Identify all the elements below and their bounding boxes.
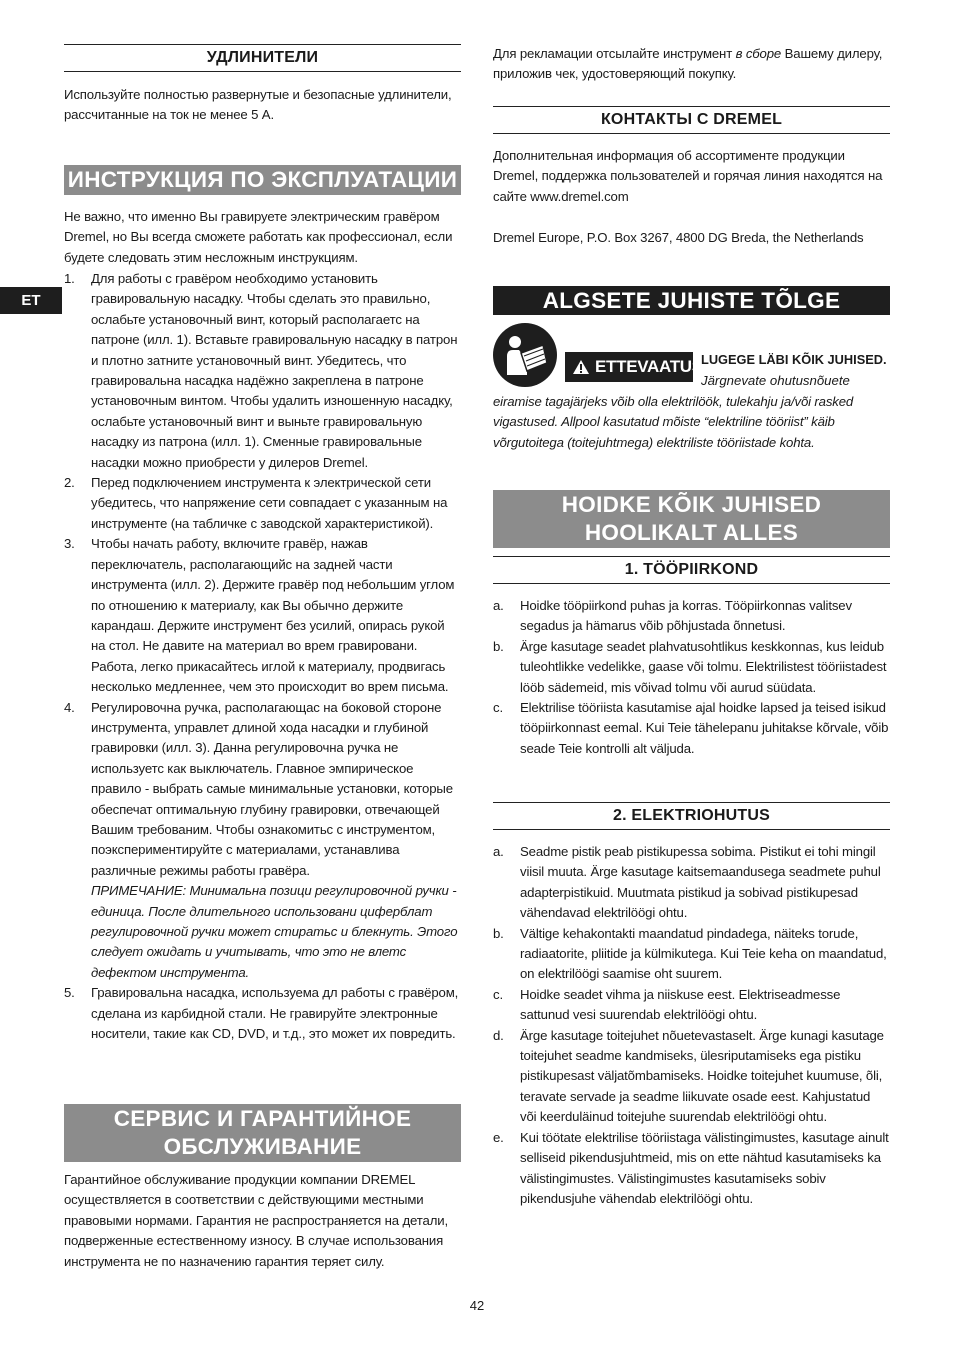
- list-item: 4. Регулировочна ручка, располагающас на боковой стороне инструмента, управлет длиной хода насадки и глубиной гравировки (илл. 3). Данна регулировочна ручка не используетс как выключатель. Главное эмпирическое правило - выбрать самые минимальные установки, которые обеспечат оптимальную глубину гравировки, отвечающей Вашим требованим. Чтобы ознакомитьс с инструментом, поэкспериментируйте с материалами, устанавлива различные режимы работы гравёра. ПРИМЕЧАНИЕ: Минимальна позици регулировочной ручки - единица. После длительного использовани циферблат регулировочной ручки может стиратьс и блекнуть. Этого следует ожидать и учитывать, что это не влетс дефектом инструмента.: [64, 699, 458, 980]
- list-item: 5. Гравировальна насадка, используема дл работы с гравёром, сделана из карбидной стали. Не гравируйте электронные носители, такие как CD, DVD, и т.д., это может их повредить.: [64, 985, 459, 1042]
- list-item: b. Vältige kehakontakti maandatud pindadega, näiteks torude, radiaatorite, pliitide ja külmikutega. Kui Teie keha on maandatud, on elektrilöögi saamise oht suurem.: [493, 925, 887, 982]
- address-text: Dremel Europe, P.O. Box 3267, 4800 DG Breda, the Netherlands: [493, 230, 864, 245]
- operating-intro: Не важно, что именно Вы гравируете электрическим гравёром Dremel, но Вы всегда сможете работать как профессионал, если будете следовать этим несложным инструкциям.: [64, 209, 453, 265]
- warning-badge: ETTEVAATUST: [565, 352, 693, 382]
- list-item: d. Ärge kasutage toitejuhet nõuetevastaselt. Ärge kunagi kasutage toitejuhet seadme kandmiseks, ülesriputamiseks ega pistiku pistikupesast väljatõmbamiseks. Hoidke toitejuhet kuumuse, õli, teravate servade ja seadme liikuvate osade eest. Kahjustatud või keerduläinud toitejuhe suurendab elektrilöögi ohtu.: [493, 1027, 884, 1125]
- list-item: 1. Для работы с гравёром необходимо установить гравировальную насадку. Чтобы сделать это правильно, ослабьте установочный винт, который располагаетс на патроне (илл. 1). Вставьте гравировальную насадку в патрон и плотно затните установочный винт. Убедитесь, что гравировальна насадка надёжно закреплена в патроне установочным винтом. Чтобы удалить изношенную насадку, ослабьте установочный винт и выньте гравировальную насадку из патрона (илл. 1). Сменные гравировальные насадки можно приобрести у дилеров Dremel.: [64, 271, 458, 470]
- work-area-heading: 1. TÖÖPIIRKOND: [493, 556, 890, 584]
- list-item: a. Hoidke tööpiirkond puhas ja korras. Tööpiirkonnas valitsev segadus ja hämarus võib põhjustada õnnetusi.: [493, 598, 852, 634]
- original-instructions-heading: ALGSETE JUHISTE TÕLGE: [493, 286, 890, 315]
- service-warranty-heading: СЕРВИС И ГАРАНТИЙНОЕ ОБСЛУЖИВАНИЕ: [64, 1104, 461, 1162]
- electrical-safety-heading: 2. ELEKTRIOHUTUS: [493, 802, 890, 830]
- contacts-text: Дополнительная информация об ассортименте продукции Dremel, поддержка пользователей и горячая линия находятся на сайте www.dremel.com: [493, 148, 883, 204]
- claim-text: Для рекламации отсылайте инструмент в сборе Вашему дилеру, приложив чек, удостоверяющий покупку.: [493, 46, 883, 82]
- list-item: c. Elektrilise tööriista kasutamise ajal hoidke lapsed ja teised isikud tööpiirkonnast eemal. Kui Teie tähelepanu juhitakse kõrvale, võib seade Teie kontrolli alt väljuda.: [493, 700, 889, 756]
- electrical-safety-list: [493, 842, 890, 1209]
- warning-triangle-icon: [572, 359, 590, 375]
- list-item: c. Hoidke seadet vihma ja niiskuse eest. Elektriseadmesse sattunud vesi suurendab elektrilöögi ohtu.: [493, 986, 841, 1023]
- list-item: e. Kui töötate elektrilise tööriistaga välistingimustes, kasutage ainult selliseid pikendusjuhtmeid, mis on ette nähtud kasutamiseks ka välistingimustes. Välistingimustes kasutamiseks sobiv pikendusjuhe vähendab elektrilöögi ohtu.: [493, 1129, 889, 1206]
- read-manual-icon: [493, 323, 557, 387]
- contacts-heading: КОНТАКТЫ С DREMEL: [493, 106, 890, 134]
- note-text: ПРИМЕЧАНИЕ: Минимальна позици регулировочной ручки - единица. После длительного использовани циферблат регулировочной ручки может стиратьс и блекнуть. Этого следует ожидать и учитывать, что это не влетс дефектом инструмента.: [91, 883, 458, 980]
- operating-instructions-heading: ИНСТРУКЦИЯ ПО ЭКСПЛУАТАЦИИ: [64, 165, 461, 195]
- page-number: 42: [469, 1298, 485, 1313]
- warning-heading: LUGEGE LÄBI KÕIK JUHISED.: [701, 352, 887, 367]
- extension-cords-text: Используйте полностью развернутые и безопасные удлинители, рассчитанные на ток не менее 5 А.: [64, 87, 452, 123]
- service-text: Гарантийное обслуживание продукции компании DREMEL осуществляется в соответствии с действующими местными правовыми нормами. Гарантия не распространяется на детали, подверженные естественному износу. В случае использования инструмента не по назначению гарантия теряет силу.: [64, 1172, 448, 1269]
- warning-body: eiramise tagajärjeks võib olla elektrilöök, tulekahju ja/või rasked vigastused. Allpool kasutatud mõiste “elektriline tööriist” käib võrgutoitega (toitejuhtmega) elektriliste tööriistade kohta.: [493, 394, 854, 450]
- list-item: b. Ärge kasutage seadet plahvatusohtlikus keskkonnas, kus leidub tuleohtlikke vedelikke, gaase või tolmu. Elektrilistest tööriistadest lööb sädemeid, mis võivad tolmu või aurud süüdata.: [493, 638, 887, 695]
- list-item: a. Seadme pistik peab pistikupessa sobima. Pistikut ei tohi mingil viisil muuta. Ärge kasutage kaitsemaandusega seadmete puhul adapterpistikuid. Muutmata pistikud ja sobivad pistikupesad vähendavad elektrilöögi ohtu.: [493, 844, 881, 921]
- extension-cords-heading: УДЛИНИТЕЛИ: [64, 44, 461, 72]
- work-area-list: [493, 596, 890, 759]
- list-item: 3. Чтобы начать работу, включите гравёр, нажав переключатель, располагающийс на задней части инструмента (илл. 2). Держите гравёр под небольшим углом по отношению к материалу, как Вы обычно держите карандаш. Держите инструмент без усилий, опирась рукой на стол. Не давите на материал во врем гравировани. Работа, легко прикасайтесь иглой к материалу, продвигась несколько медленнее, чем это происходит во врем письма.: [64, 536, 455, 695]
- operating-steps: [64, 269, 461, 1044]
- list-item: 2. Перед подключением инструмента к электрической сети убедитесь, что напряжение сети совпадает с указанным на инструменте (на табличке с заводской характеристикой).: [64, 475, 448, 531]
- language-tab: ET: [0, 287, 62, 314]
- warning-subtext: Järgnevate ohutusnõuete: [701, 373, 850, 388]
- keep-instructions-heading: HOIDKE KÕIK JUHISED HOOLIKALT ALLES: [493, 490, 890, 548]
